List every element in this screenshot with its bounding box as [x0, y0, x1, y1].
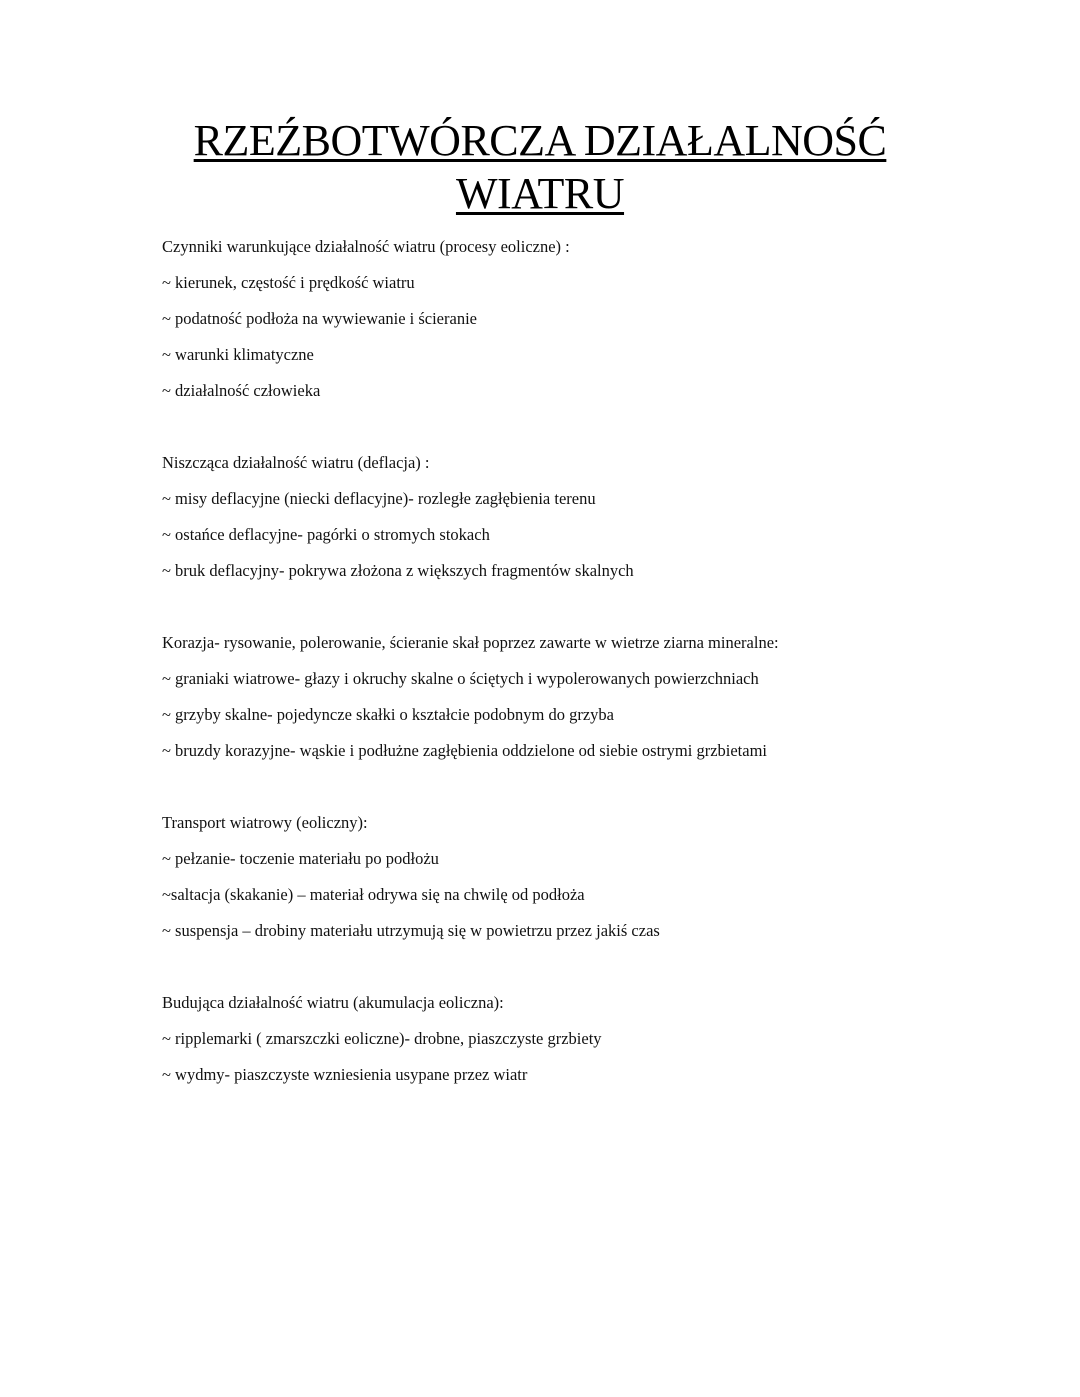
list-item: ~ działalność człowieka	[162, 381, 321, 400]
spacer	[162, 769, 922, 805]
list-item: ~ misy deflacyjne (niecki deflacyjne)- rozległe zagłębienia terenu	[162, 489, 596, 508]
list-item: ~ pełzanie- toczenie materiału po podłożu	[162, 849, 439, 868]
list-item: ~ podatność podłoża na wywiewanie i ścieranie	[162, 309, 477, 328]
list-item: ~ bruzdy korazyjne- wąskie i podłużne zagłębienia oddzielone od siebie ostrymi grzbietami	[162, 741, 768, 760]
list-item: ~ kierunek, częstość i prędkość wiatru	[162, 273, 415, 292]
section-deflation	[162, 445, 922, 589]
section-heading: Korazja- rysowanie, polerowanie, ścieranie skał poprzez zawarte w wietrze ziarna mineralne:	[162, 633, 779, 652]
section-factors	[162, 229, 922, 409]
list-item: ~ ostańce deflacyjne- pagórki o stromych stokach	[162, 525, 490, 544]
section-heading: Transport wiatrowy (eoliczny):	[162, 813, 368, 832]
spacer	[162, 589, 922, 625]
section-heading: Budująca działalność wiatru (akumulacja eoliczna):	[162, 993, 504, 1012]
title-line-1: RZEŹBOTWÓRCZA DZIAŁALNOŚĆ	[193, 116, 887, 165]
section-transport	[162, 805, 922, 949]
section-accumulation	[162, 985, 922, 1093]
document-title	[0, 114, 1080, 220]
list-item: ~saltacja (skakanie) – materiał odrywa się na chwilę od podłoża	[162, 885, 585, 904]
section-corrasion	[162, 625, 922, 769]
section-heading: Niszcząca działalność wiatru (deflacja) :	[162, 453, 430, 472]
list-item: ~ suspensja – drobiny materiału utrzymują się w powietrzu przez jakiś czas	[162, 921, 660, 940]
title-line-2: WIATRU	[455, 169, 625, 218]
list-item: ~ graniaki wiatrowe- głazy i okruchy skalne o ściętych i wypolerowanych powierzchniach	[162, 669, 759, 688]
spacer	[162, 949, 922, 985]
list-item: ~ grzyby skalne- pojedyncze skałki o kształcie podobnym do grzyba	[162, 705, 615, 724]
list-item: ~ ripplemarki ( zmarszczki eoliczne)- drobne, piaszczyste grzbiety	[162, 1029, 602, 1048]
list-item: ~ bruk deflacyjny- pokrywa złożona z większych fragmentów skalnych	[162, 561, 634, 580]
document-body	[162, 229, 922, 1093]
list-item: ~ warunki klimatyczne	[162, 345, 314, 364]
section-heading: Czynniki warunkujące działalność wiatru (procesy eoliczne) :	[162, 237, 570, 256]
list-item: ~ wydmy- piaszczyste wzniesienia usypane przez wiatr	[162, 1065, 528, 1084]
spacer	[162, 409, 922, 445]
